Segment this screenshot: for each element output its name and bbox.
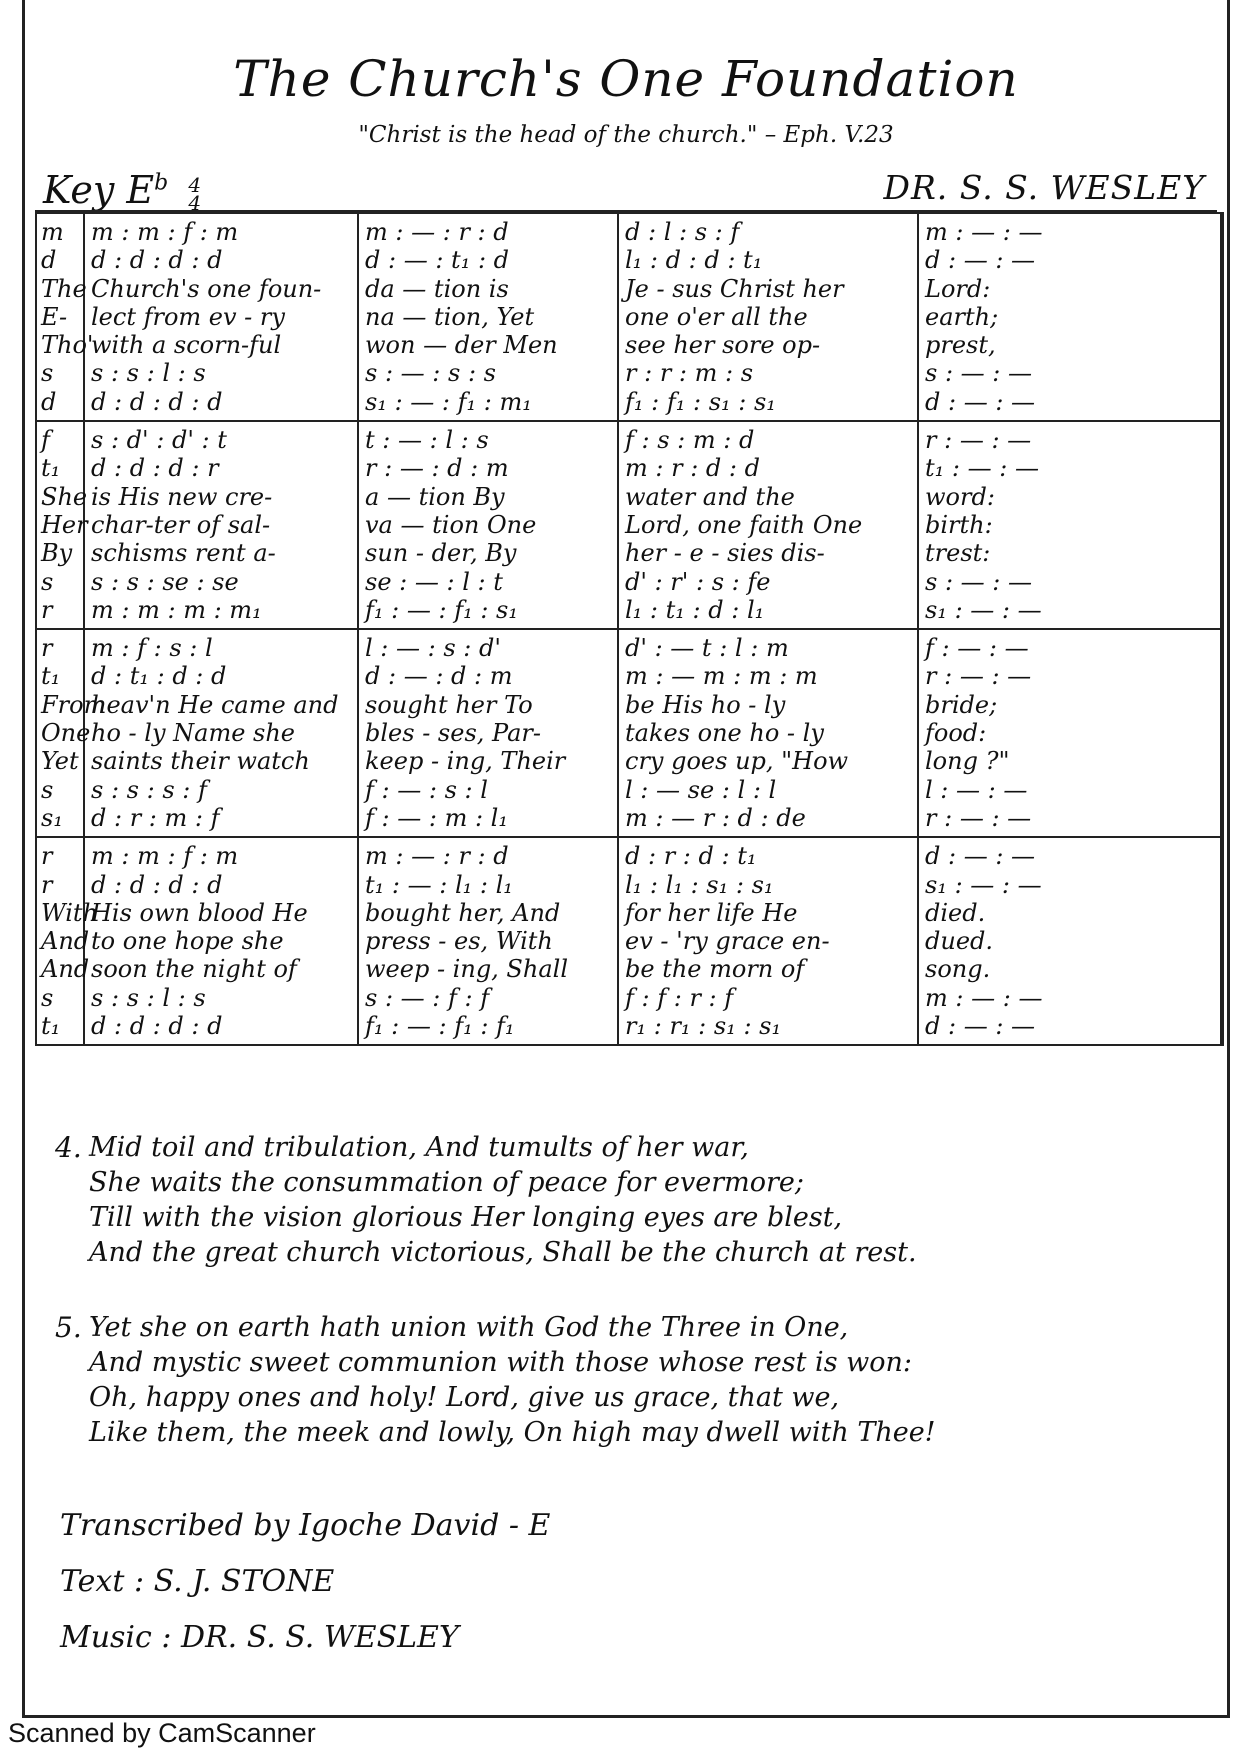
lyric-line: dued. [925, 927, 994, 956]
credits [60, 1498, 550, 1666]
lyric-line: bought her, And [365, 898, 561, 927]
system-lead-in [36, 629, 107, 837]
lead-in-line: s [41, 567, 54, 596]
manuscript-page [22, 0, 1230, 1718]
solfa-line: l : — : — [925, 775, 1028, 804]
verse-line: Like them, the meek and lowly, On high may dwell with Thee! [89, 1417, 936, 1448]
solfa-line: s : s : se : se [91, 567, 239, 596]
measure-cell [618, 421, 918, 629]
measure-cell [84, 421, 358, 629]
lead-in-line: f [41, 426, 50, 455]
system-lead-in [36, 837, 99, 1045]
solfa-line: r₁ : r₁ : s₁ : s₁ [625, 1012, 782, 1041]
verse-number: 5. [55, 1311, 82, 1344]
solfa-line: m : — : — [925, 983, 1043, 1012]
solfa-line: d : — : d : m [365, 662, 513, 691]
solfa-line: s : — : s : s [365, 359, 496, 388]
solfa-line: m : — r : d : de [625, 803, 806, 832]
lead-in-line: t₁ [41, 454, 61, 483]
solfa-line: d : d : d : d [91, 1012, 223, 1041]
solfa-line: s : s : l : s [91, 983, 206, 1012]
solfa-line: l₁ : d : d : t₁ [625, 246, 763, 275]
key-flat: b [154, 170, 169, 196]
verse-line: Till with the vision glorious Her longing eyes are blest, [89, 1202, 843, 1233]
lyric-line: lect from ev - ry [91, 302, 285, 331]
lyric-line: earth; [925, 302, 999, 331]
measure-cell [918, 213, 1222, 421]
lyric-line: va — tion One [365, 510, 537, 539]
measure-cell [358, 629, 618, 837]
measure-cell [84, 629, 358, 837]
lead-in-line: r [41, 870, 53, 899]
lyric-line: prest, [925, 331, 996, 360]
solfa-line: t₁ : — : l₁ : l₁ [365, 870, 513, 899]
lyric-line: bles - ses, Par- [365, 719, 541, 748]
solfa-line: l₁ : l₁ : s₁ : s₁ [625, 870, 774, 899]
solfa-line: d : r : m : f [91, 803, 220, 832]
lyric-line: her - e - sies dis- [625, 539, 825, 568]
solfa-line: d' : r' : s : fe [625, 567, 771, 596]
lyric-line: one o'er all the [625, 302, 808, 331]
lead-in-line: d [41, 246, 57, 275]
lyric-line: a — tion By [365, 482, 505, 511]
solfa-line: s : — : — [925, 567, 1033, 596]
lyric-line: bride; [925, 690, 998, 719]
solfa-line: s₁ : — : — [925, 595, 1042, 624]
lead-in-line: m [41, 218, 64, 246]
measure-cell [618, 837, 918, 1045]
lead-in-line: She [41, 482, 88, 511]
solfa-line: m : — : — [925, 218, 1043, 246]
lead-in-line: From [41, 690, 107, 719]
lyric-line: be His ho - ly [625, 690, 786, 719]
lead-in-line: s [41, 983, 54, 1012]
lead-in-line: r [41, 634, 53, 663]
lyric-line: be the morn of [625, 955, 805, 984]
lyric-line: press - es, With [365, 927, 553, 956]
lyric-line: sun - der, By [365, 539, 517, 568]
solfa-line: f : s : m : d [625, 426, 755, 455]
lyric-line: ev - 'ry grace en- [625, 927, 830, 956]
lyric-line: keep - ing, Their [365, 747, 566, 776]
lead-in-line: One [41, 719, 91, 748]
solfa-line: r : — : d : m [365, 454, 509, 483]
solfa-line: r : — : — [925, 803, 1032, 832]
verse-line: And mystic sweet communion with those whose rest is won: [89, 1347, 912, 1378]
lead-in-line: s [41, 775, 54, 804]
measure-cell [618, 213, 918, 421]
solfa-line: d : — : — [925, 1012, 1036, 1041]
time-bottom: 4 [188, 190, 202, 215]
solfa-line: r : r : m : s [625, 359, 754, 388]
lyric-line: to one hope she [91, 927, 284, 956]
solfa-line: d : — : — [925, 387, 1036, 416]
lyric-line: trest: [925, 539, 991, 568]
lyric-line: sought her To [365, 690, 533, 719]
solfa-line: se : — : l : t [365, 567, 503, 596]
solfa-line: d : — : — [925, 842, 1036, 871]
solfa-line: r : — : — [925, 426, 1032, 455]
solfa-line: s₁ : — : f₁ : m₁ [365, 387, 532, 416]
solfa-line: d : l : s : f [625, 218, 740, 246]
verse-line: And the great church victorious, Shall be the church at rest. [89, 1237, 917, 1268]
solfa-line: m : m : f : m [91, 842, 239, 871]
lyric-line: water and the [625, 482, 795, 511]
lead-in-line: t₁ [41, 662, 61, 691]
solfa-line: s : s : l : s [91, 359, 206, 388]
lyric-line: saints their watch [91, 747, 310, 776]
lyric-line: with a scorn-ful [91, 331, 282, 360]
solfa-line: m : r : d : d [625, 454, 760, 483]
solfa-line: d : d : d : d [91, 870, 223, 899]
lead-in-line: And [41, 955, 90, 984]
lead-in-line: By [41, 539, 73, 568]
lyric-line: heav'n He came and [91, 690, 339, 719]
solfa-line: t₁ : — : — [925, 454, 1039, 483]
solfa-line: f₁ : f₁ : s₁ : s₁ [625, 387, 776, 416]
lyric-line: da — tion is [365, 274, 509, 303]
lead-in-line: t₁ [41, 1012, 61, 1041]
verse-number: 4. [55, 1131, 82, 1164]
lyric-line: schisms rent a- [91, 539, 276, 568]
solfa-line: f : — : — [925, 634, 1029, 663]
time-signature [188, 172, 202, 215]
lyric-line: for her life He [625, 898, 798, 927]
solfa-line: d : r : d : t₁ [625, 842, 757, 871]
solfa-line: m : — : r : d [365, 218, 509, 246]
solfa-line: s : — : f : f [365, 983, 490, 1012]
verse-line: Mid toil and tribulation, And tumults of her war, [89, 1132, 749, 1163]
lyric-line: word: [925, 482, 995, 511]
lyric-line: Church's one foun- [91, 274, 322, 303]
solfa-line: s : d' : d' : t [91, 426, 227, 455]
lyric-line: His own blood He [91, 898, 308, 927]
scripture-reference: "Christ is the head of the church." – Eph. V.23 [358, 122, 894, 148]
lyric-line: char-ter of sal- [91, 510, 271, 539]
lyric-line: is His new cre- [91, 482, 273, 511]
solfa-line: m : f : s : l [91, 634, 213, 663]
solfa-line: l₁ : t₁ : d : l₁ [625, 595, 765, 624]
lyric-line: ho - ly Name she [91, 719, 296, 748]
lead-in-line: E- [41, 302, 68, 331]
lead-in-line: And [41, 927, 90, 956]
time-top: 4 [188, 172, 202, 197]
music-credit: Music : DR. S. S. WESLEY [60, 1620, 459, 1655]
solfa-line: d : t₁ : d : d [91, 662, 227, 691]
lyric-line: soon the night of [91, 955, 297, 984]
measure-cell [618, 629, 918, 837]
lyric-line: weep - ing, Shall [365, 955, 568, 984]
solfa-line: f : — : s : l [365, 775, 488, 804]
lyric-line: food: [925, 719, 987, 748]
system-lead-in [36, 213, 94, 421]
solfa-line: f : — : m : l₁ [365, 803, 508, 832]
lead-in-line: Tho' [41, 331, 94, 360]
verse-4 [55, 1130, 1215, 1270]
solfa-line: f₁ : — : f₁ : f₁ [365, 1012, 515, 1041]
solfa-line: l : — : s : d' [365, 634, 501, 663]
lyric-line: na — tion, Yet [365, 302, 535, 331]
verse-line: Yet she on earth hath union with God the Three in One, [89, 1312, 849, 1343]
measure-cell [358, 421, 618, 629]
key-signature [43, 168, 202, 215]
solfa-line: s : — : — [925, 359, 1033, 388]
measure-cell [84, 213, 358, 421]
verse-5 [55, 1310, 1215, 1450]
lyric-line: takes one ho - ly [625, 719, 824, 748]
system-lead-in [36, 421, 88, 629]
lead-in-line: s₁ [41, 803, 63, 832]
solfa-line: m : — : r : d [365, 842, 509, 871]
lyric-line: won — der Men [365, 331, 558, 360]
solfa-line: l : — se : l : l [625, 775, 777, 804]
lyric-line: Lord: [925, 274, 991, 303]
solfa-line: t : — : l : s [365, 426, 489, 455]
solfa-line: m : m : f : m [91, 218, 239, 246]
hymn-title: The Church's One Foundation [233, 50, 1019, 108]
key-label: Key E [43, 168, 155, 212]
lead-in-line: Yet [41, 747, 79, 776]
measure-cell [358, 837, 618, 1045]
lead-in-line: d [41, 387, 57, 416]
lyric-line: Lord, one faith One [625, 510, 863, 539]
additional-verses [55, 1130, 1215, 1490]
text-credit: Text : S. J. STONE [60, 1564, 335, 1599]
solfa-line: d : d : d : d [91, 246, 223, 275]
lyric-line: see her sore op- [625, 331, 821, 360]
lead-in-line: r [41, 842, 53, 871]
solfa-line: d : — : — [925, 246, 1036, 275]
scanner-watermark: Scanned by CamScanner [8, 1718, 316, 1748]
verse-lines [89, 1130, 917, 1270]
solfa-line: m : m : m : m₁ [91, 595, 262, 624]
transcriber-credit: Transcribed by Igoche David - E [60, 1508, 551, 1543]
solfa-line: m : — m : m : m [625, 662, 818, 691]
solfa-score-table [35, 212, 1224, 1046]
lyric-line: Je - sus Christ her [625, 274, 844, 303]
verse-line: She waits the consummation of peace for evermore; [89, 1167, 804, 1198]
verse-lines [89, 1310, 936, 1450]
solfa-line: d : d : d : d [91, 387, 223, 416]
lead-in-line: s [41, 359, 54, 388]
lead-in-line: The [41, 274, 87, 303]
measure-cell [358, 213, 618, 421]
score-system [36, 837, 1222, 1045]
lyric-line: long ?" [925, 747, 1010, 776]
solfa-line: s : s : s : f [91, 775, 207, 804]
solfa-line: d' : — t : l : m [625, 634, 789, 663]
solfa-line: d : d : d : r [91, 454, 219, 483]
measure-cell [918, 421, 1222, 629]
lead-in-line: Her [41, 510, 88, 539]
solfa-line: d : — : t₁ : d [365, 246, 510, 275]
solfa-line: f₁ : — : f₁ : s₁ [365, 595, 518, 624]
verse-line: Oh, happy ones and holy! Lord, give us grace, that we, [89, 1382, 840, 1413]
score-system [36, 629, 1222, 837]
solfa-line: f : f : r : f [625, 983, 734, 1012]
lyric-line: song. [925, 955, 991, 984]
score-system [36, 213, 1222, 421]
lead-in-line: r [41, 595, 53, 624]
lyric-line: died. [925, 898, 986, 927]
composer-name: DR. S. S. WESLEY [883, 168, 1205, 207]
lyric-line: cry goes up, "How [625, 747, 849, 776]
measure-cell [918, 837, 1222, 1045]
measure-cell [84, 837, 358, 1045]
measure-cell [918, 629, 1222, 837]
solfa-line: r : — : — [925, 662, 1032, 691]
score-system [36, 421, 1222, 629]
solfa-line: s₁ : — : — [925, 870, 1042, 899]
lyric-line: birth: [925, 510, 993, 539]
lead-in-line: With [41, 898, 99, 927]
